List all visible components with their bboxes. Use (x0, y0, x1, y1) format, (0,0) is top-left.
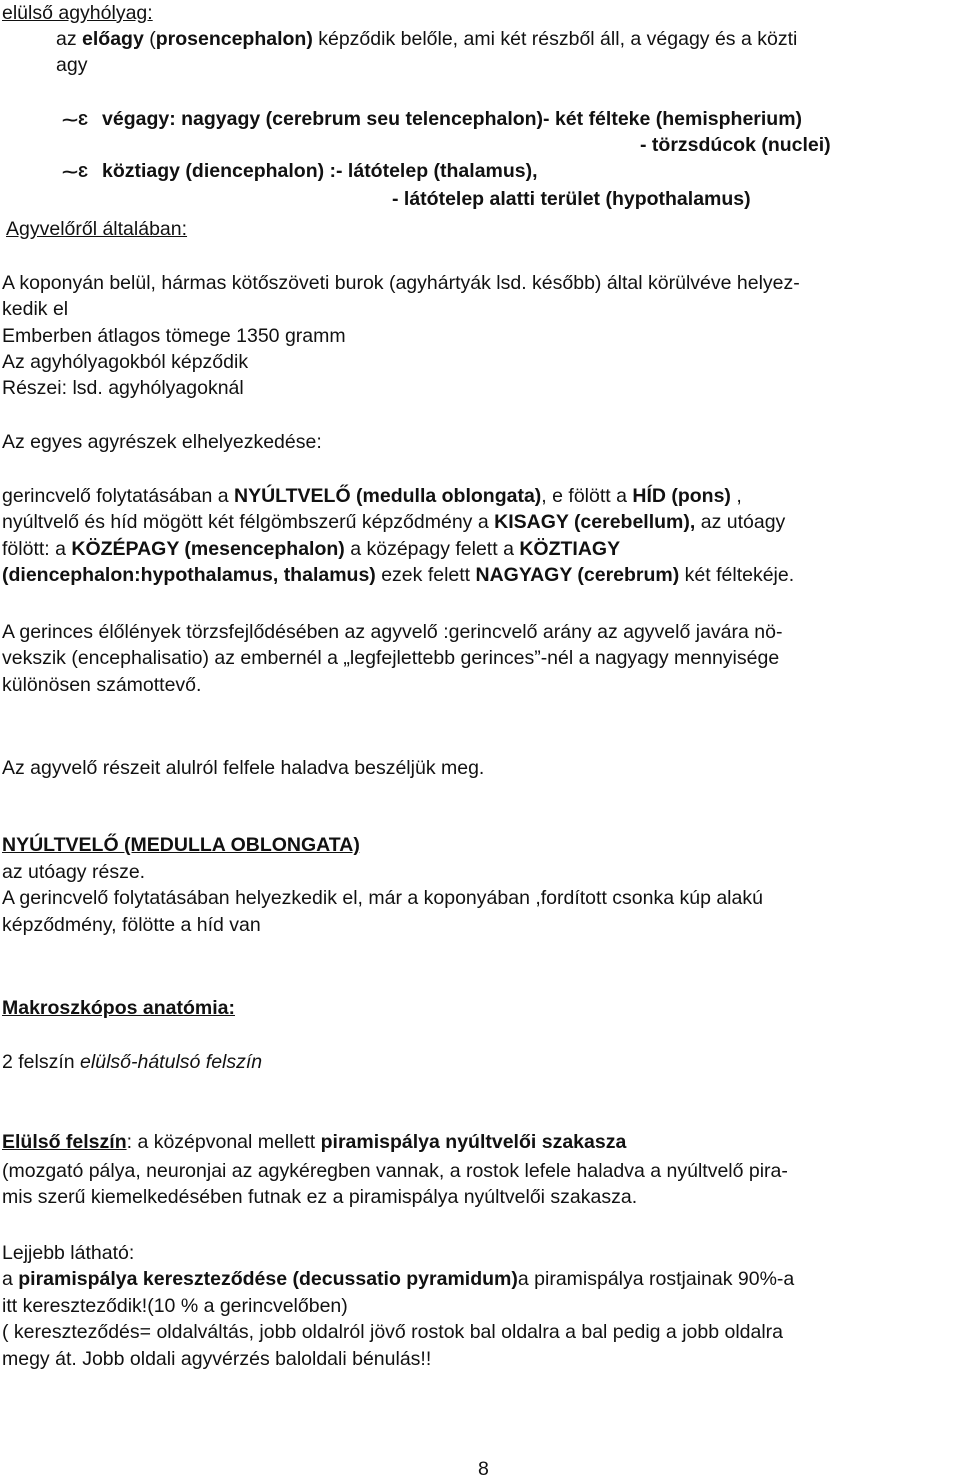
heading-general: Agyvelőről általában: (6, 218, 188, 240)
front-surface-line-3: mis szerű kiemelkedésében futnak ez a piramispálya nyúltvelői szakasza. (2, 1186, 638, 1208)
positions-line-2: nyúltvelő és híd mögött két félgömbszerű képződmény a KISAGY (cerebellum), az utóagy (2, 511, 786, 533)
heading-medulla: NYÚLTVELŐ (MEDULLA OBLONGATA) (2, 834, 360, 856)
general-line-1: A koponyán belül, hármas kötőszöveti burok (agyhártyák lsd. később) által körülvéve helyez- (2, 272, 800, 294)
general-line-2: kedik el (2, 298, 69, 320)
heading-macro-anatomy: Makroszkópos anatómia: (2, 997, 235, 1019)
intro-line-2: agy (56, 54, 88, 76)
positions-line-1: gerincvelő folytatásában a NYÚLTVELŐ (medulla oblongata), e fölött a HÍD (pons) , (2, 485, 742, 507)
evolution-line-1: A gerinces élőlények törzsfejlődésében az agyvelő :gerincvelő arány az agyvelő javára nö- (2, 621, 783, 643)
medulla-line-3: képződmény, fölötte a híd van (2, 914, 261, 936)
bullet-koztiagy: ⁓Ɛ köztiagy (diencephalon) :- látótelep (thalamus), (62, 158, 538, 186)
evolution-line-3: különösen számottevő. (2, 674, 202, 696)
front-surface-line-2: (mozgató pálya, neuronjai az agykéregben vannak, a rostok lefele haladva a nyúltvelő pira- (2, 1160, 788, 1182)
lower-line-1: Lejjebb látható: (2, 1242, 135, 1264)
general-line-4: Az agyhólyagokból képződik (2, 351, 249, 373)
page-number: 8 (478, 1458, 489, 1480)
lower-line-2: a piramispálya kereszteződése (decussatio pyramidum)a piramispálya rostjainak 90%-a (2, 1268, 795, 1290)
bullet-vegagy: ⁓Ɛ végagy: nagyagy (cerebrum seu telencephalon)- két félteke (hemispherium) (62, 106, 802, 134)
order-note: Az agyvelő részeit alulról felfele haladva beszéljük meg. (2, 757, 485, 779)
lower-line-4: ( kereszteződés= oldalváltás, jobb oldalról jövő rostok bal oldalra a bal pedig a jobb oldalra (2, 1321, 784, 1343)
bullet-icon: ⁓Ɛ (62, 112, 89, 129)
surfaces-line: 2 felszín elülső-hátulsó felszín (2, 1051, 263, 1073)
lower-line-3: itt kereszteződik!(10 % a gerincvelőben) (2, 1295, 348, 1317)
general-line-5: Részei: lsd. agyhólyagoknál (2, 377, 244, 399)
medulla-line-1: az utóagy része. (2, 861, 146, 883)
heading-positions: Az egyes agyrészek elhelyezkedése: (2, 431, 322, 453)
medulla-line-2: A gerincvelő folytatásában helyezkedik el, már a koponyában ,fordított csonka kúp alakú (2, 887, 763, 909)
heading-anterior-vesicle: elülső agyhólyag: (2, 2, 153, 24)
vegagy-line-2: - törzsdúcok (nuclei) (640, 134, 831, 156)
intro-line-1: az előagy (prosencephalon) képződik belőle, ami két részből áll, a végagy és a közti (56, 28, 798, 50)
positions-line-3: fölött: a KÖZÉPAGY (mesencephalon) a középagy felett a KÖZTIAGY (2, 538, 621, 560)
lower-line-5: megy át. Jobb oldali agyvérzés baloldali bénulás!! (2, 1348, 432, 1370)
general-line-3: Emberben átlagos tömege 1350 gramm (2, 325, 346, 347)
front-surface-line-1: Elülső felszín: a középvonal mellett piramispálya nyúltvelői szakasza (2, 1131, 627, 1153)
evolution-line-2: vekszik (encephalisatio) az embernél a „legfejlettebb gerinces”-nél a nagyagy mennyisége (2, 647, 780, 669)
bullet-icon: ⁓Ɛ (62, 164, 89, 181)
koztiagy-line-2: - látótelep alatti terület (hypothalamus) (392, 188, 751, 210)
positions-line-4: (diencephalon:hypothalamus, thalamus) ezek felett NAGYAGY (cerebrum) két féltekéje. (2, 564, 795, 586)
